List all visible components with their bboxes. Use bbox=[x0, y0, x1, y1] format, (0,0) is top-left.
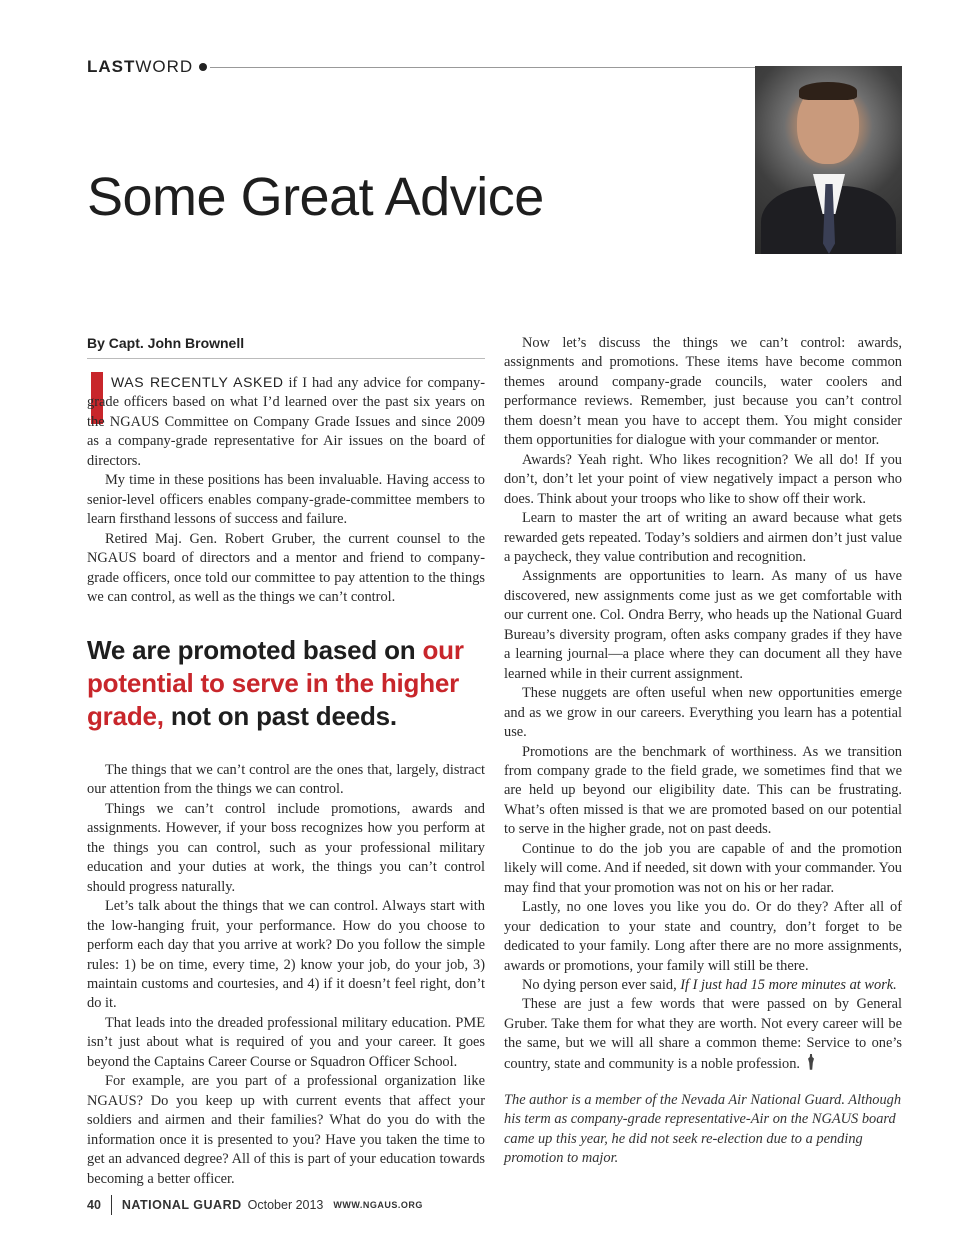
body-paragraph: That leads into the dreaded professional military education. PME isn’t just about what is required of you and your career. It goes beyond the Captains Career Course or Squadron Officer School. bbox=[87, 1014, 485, 1070]
soldier-end-mark-icon bbox=[808, 1054, 814, 1070]
body-paragraph: Continue to do the job you are capable of and the promotion likely will come. And if needed, sit down with your commander. You may find that your promotion was not on his or her radar. bbox=[504, 840, 902, 896]
body-paragraph: Promotions are the benchmark of worthiness. As we transition from company grade to the field grade, we sometimes find that we are held up beyond our eligibility date. This can be frustrating. What’s often missed is that we are promoted based on our potential to serve in the higher grade, not on past deeds. bbox=[504, 743, 902, 838]
author-photo bbox=[755, 66, 902, 254]
closing-text: These are just a few words that were passed on by General Gruber. Take them for what they are worth. Not every career will be the same, but we will all share a common theme: Service to one’s country, state and community is a noble profession. bbox=[504, 996, 902, 1072]
section-label-light: WORD bbox=[135, 57, 194, 76]
dying-quote-paragraph bbox=[504, 976, 902, 995]
body-paragraph: These nuggets are often useful when new opportunities emerge and as we grow in our careers. Everything you learn has a potential use. bbox=[504, 685, 902, 741]
pull-quote-part3: not on past deeds. bbox=[163, 701, 397, 731]
lead-rest: if I had any advice for company-grade officers based on what I’d learned over the past six years on the NGAUS Committee on Company Grade Issues and since 2009 as a company-grade representative for Air issues on the board of directors. bbox=[87, 375, 486, 469]
page-footer bbox=[87, 1195, 423, 1215]
body-paragraph: The things that we can’t control are the ones that, largely, distract our attention from the things we can control. bbox=[87, 762, 485, 798]
body-paragraph: Retired Maj. Gen. Robert Gruber, the current counsel to the NGAUS board of directors and a mentor and friend to company-grade officers, once told our committee to pay attention to the things we can control, as well as the things we can’t control. bbox=[87, 530, 485, 605]
author-note: The author is a member of the Nevada Air National Guard. Although his term as company-grade representative-Air on the NGAUS board came up this year, he did not seek re-election due to a pending promotion to major. bbox=[504, 1092, 902, 1167]
dying-quote-lead: No dying person ever said, bbox=[522, 976, 681, 993]
page-title: Some Great Advice bbox=[87, 167, 544, 227]
lead-caps: WAS RECENTLY ASKED bbox=[111, 374, 284, 390]
body-paragraph: Lastly, no one loves you like you do. Or do they? After all of your dedication to your state and country, don’t forget to be dedicated to your family. Long after there are no more assignments, awards or promotions, your family will still be there. bbox=[504, 899, 902, 974]
body-paragraph: Learn to master the art of writing an award because what gets rewarded gets repeated. Today’s soldiers and airmen don’t just value a paycheck, they value contribution and recognition. bbox=[504, 510, 902, 565]
page-number: 40 bbox=[87, 1198, 101, 1212]
body-paragraph: My time in these positions has been invaluable. Having access to senior-level officers enables company-grade-committee members to learn firsthand lessons of success and failure. bbox=[87, 472, 485, 528]
body-paragraph: Let’s talk about the things that we can control. Always start with the low-hanging fruit, your performance. How do you choose to perform each day that you arrive at work? Do you follow the simple rules: 1) be on time, every time, 2) know your job, do your job, 3) maintain customs and courtesies, and 4) if it doesn’t feel right, don’t do it. bbox=[87, 898, 485, 1012]
magazine-name: NATIONAL GUARD bbox=[121, 1198, 242, 1212]
pull-quote bbox=[87, 634, 487, 733]
footer-divider bbox=[111, 1195, 112, 1215]
section-label bbox=[87, 57, 193, 77]
body-paragraph: For example, are you part of a professional organization like NGAUS? Do you keep up with current events that affect your soldiers and airmen and their families? What do you do with the information once it is presented to you? Have you taken the time to get an advanced degree? All of this is part of your education towards becoming a better officer. bbox=[87, 1073, 485, 1187]
body-paragraph: Awards? Yeah right. Who likes recognition? We all do! If you don’t, don’t let your point of view negatively impact a person who does. Think about your troops who like to show off their work. bbox=[504, 451, 902, 507]
section-label-bold: LAST bbox=[87, 57, 136, 76]
body-paragraph: Things we can’t control include promotions, awards and assignments. However, if your boss recognizes how you perform at the things you can control, such as your professional military education and your duties at work, the things you can’t control should progress naturally. bbox=[87, 800, 485, 895]
photo-hair bbox=[799, 82, 857, 100]
website-link[interactable]: WWW.NGAUS.ORG bbox=[333, 1200, 423, 1210]
dying-quote-italic: If I just had 15 more minutes at work. bbox=[680, 976, 897, 993]
issue-date: October 2013 bbox=[247, 1198, 324, 1212]
header-bullet bbox=[199, 63, 207, 71]
closing-paragraph bbox=[504, 995, 902, 1074]
header-rule bbox=[210, 67, 755, 68]
body-paragraph: Now let’s discuss the things we can’t control: awards, assignments and promotions. These items have become common themes around company-grade councils, water coolers and performance reviews. Remember, just because you can’t control them doesn’t mean you have to accept them. You might consider them opportunities for dialogue with your commander or mentor. bbox=[504, 335, 902, 449]
right-column bbox=[504, 334, 902, 1074]
lead-paragraph bbox=[87, 373, 485, 471]
pull-quote-highlight: our potential to serve in the higher grade, bbox=[87, 635, 464, 731]
body-paragraph: Assignments are opportunities to learn. As many of us have discovered, new assignments come just as we get comfortable with our current one. Col. Ondra Berry, who heads up the National Guard Bureau’s diversity program, often asks company grades if they have a learning journal—a place where they can document all they have learned while in their current assignment. bbox=[504, 568, 902, 682]
pull-quote-part1: We are promoted based on bbox=[87, 635, 423, 665]
byline-rule bbox=[87, 358, 485, 359]
left-column-top bbox=[87, 373, 485, 607]
left-column-bottom bbox=[87, 761, 485, 1189]
byline: By Capt. John Brownell bbox=[87, 335, 245, 351]
